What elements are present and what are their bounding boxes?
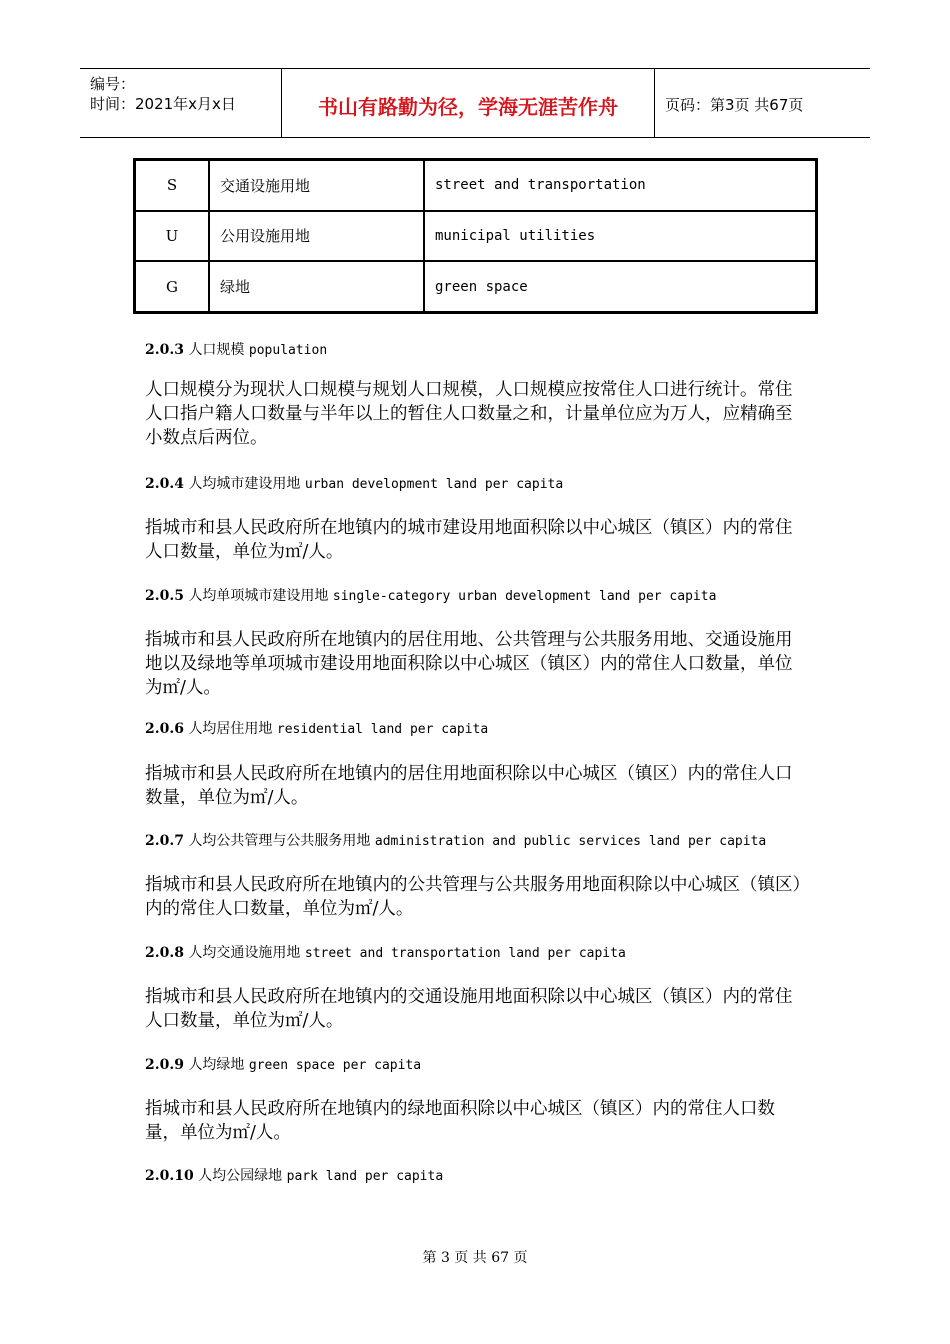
section-en-title: street and transportation land per capita: [304, 946, 626, 961]
en-name-cell: green space: [424, 261, 816, 312]
section-cn-title: 人均单项城市建设用地: [188, 588, 329, 604]
page-footer: 第 3 页 共 67 页: [422, 1250, 528, 1266]
section-en-title: residential land per capita: [276, 722, 489, 737]
section-en-title: park land per capita: [286, 1169, 444, 1184]
section-number: 2.0.3: [145, 342, 184, 358]
en-name-cell: street and transportation: [424, 160, 816, 211]
section-number: 2.0.10: [145, 1168, 194, 1184]
en-name-cell: municipal utilities: [424, 211, 816, 262]
section-cn-title: 人口规模: [188, 342, 245, 358]
table-row: [135, 160, 816, 211]
land-use-table: [133, 158, 818, 314]
section-cn-title: 人均交通设施用地: [188, 945, 301, 961]
section-body: 指城市和县人民政府所在地镇内的居住用地、公共管理与公共服务用地、交通设施用地以及绿地等单项城市建设用地面积除以中心城区（镇区）内的常住人口数量，单位为㎡/人。: [145, 630, 793, 698]
code-cell: U: [135, 211, 209, 262]
section-number: 2.0.8: [145, 945, 184, 961]
time-label: 时间：2021年x月x日: [90, 95, 236, 113]
table-row: [135, 261, 816, 312]
page-header: [80, 68, 870, 138]
code-cell: S: [135, 160, 209, 211]
motto: 书山有路勤为径，学海无涯苦作舟: [318, 95, 618, 119]
section-number: 2.0.5: [145, 588, 184, 604]
header-page-cell: [655, 69, 870, 137]
section-cn-title: 人均绿地: [188, 1057, 245, 1073]
section-heading: [145, 339, 327, 359]
section-en-title: urban development land per capita: [304, 477, 564, 492]
section-heading: [145, 1165, 443, 1185]
section-heading: [145, 942, 626, 962]
section-en-title: single-category urban development land per capita: [332, 589, 717, 604]
section-body: 指城市和县人民政府所在地镇内的绿地面积除以中心城区（镇区）内的常住人口数量，单位为㎡/人。: [145, 1099, 775, 1143]
section-number: 2.0.6: [145, 721, 184, 737]
header-meta: [80, 69, 282, 137]
section-body: 指城市和县人民政府所在地镇内的城市建设用地面积除以中心城区（镇区）内的常住人口数量，单位为㎡/人。: [145, 518, 793, 562]
cn-name-cell: 公用设施用地: [209, 211, 424, 262]
section-heading: [145, 830, 766, 850]
cn-name-cell: 交通设施用地: [209, 160, 424, 211]
section-heading: [145, 718, 488, 738]
table-row: [135, 211, 816, 262]
section-number: 2.0.9: [145, 1057, 184, 1073]
section-heading: [145, 473, 563, 493]
section-cn-title: 人均居住用地: [188, 721, 273, 737]
section-heading: [145, 1054, 421, 1074]
section-cn-title: 人均公共管理与公共服务用地: [188, 833, 371, 849]
section-body: 指城市和县人民政府所在地镇内的公共管理与公共服务用地面积除以中心城区（镇区）内的常住人口数量，单位为㎡/人。: [145, 875, 802, 919]
section-number: 2.0.7: [145, 833, 184, 849]
section-cn-title: 人均公园绿地: [198, 1168, 283, 1184]
code-label: 编号：: [90, 75, 136, 93]
section-heading: [145, 585, 716, 605]
header-motto-cell: [282, 69, 655, 137]
section-en-title: administration and public services land per capita: [374, 834, 767, 849]
section-body: 指城市和县人民政府所在地镇内的交通设施用地面积除以中心城区（镇区）内的常住人口数量，单位为㎡/人。: [145, 987, 793, 1031]
section-body: 人口规模分为现状人口规模与规划人口规模，人口规模应按常住人口进行统计。常住人口指户籍人口数量与半年以上的暂住人口数量之和，计量单位应为万人，应精确至小数点后两位。: [145, 380, 793, 448]
section-body: 指城市和县人民政府所在地镇内的居住用地面积除以中心城区（镇区）内的常住人口数量，单位为㎡/人。: [145, 764, 793, 808]
cn-name-cell: 绿地: [209, 261, 424, 312]
page-label: 页码：第3页 共67页: [665, 96, 804, 114]
section-cn-title: 人均城市建设用地: [188, 476, 301, 492]
code-cell: G: [135, 261, 209, 312]
section-en-title: green space per capita: [248, 1058, 422, 1073]
section-number: 2.0.4: [145, 476, 184, 492]
section-en-title: population: [248, 343, 328, 358]
